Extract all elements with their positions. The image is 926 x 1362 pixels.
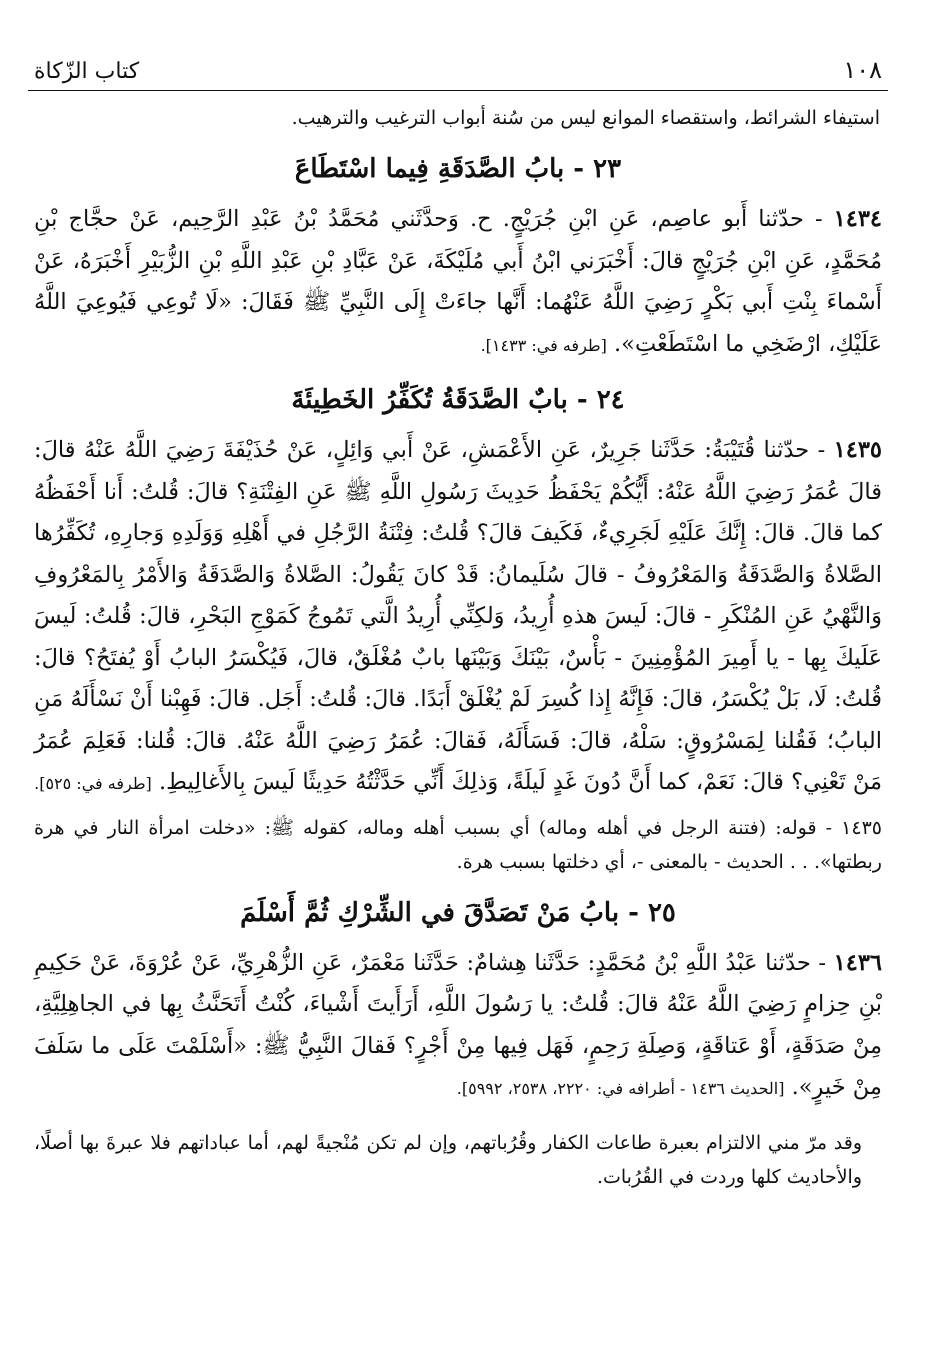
hadith-reference: [طرفه في: ٥٢٥].	[34, 774, 152, 793]
book-title: كتاب الزّكاة	[34, 59, 140, 84]
intro-paragraph: استيفاء الشرائط، واستقصاء الموانع ليس من سُنة أبواب الترغيب والترهيب.	[291, 107, 880, 129]
chapter-heading-23: ٢٣ - بابُ الصَّدَقَةِ فِيما اسْتَطَاعَ	[294, 154, 622, 184]
hadith-1435	[28, 430, 888, 805]
hadith-reference: [طرفه في: ١٤٣٣].	[480, 335, 607, 355]
chapter-heading-24: ٢٤ - بابٌ الصَّدَقَةُ تُكَفِّرُ الخَطِيئَةَ	[291, 385, 625, 415]
hadith-1434	[28, 199, 888, 366]
page-number: ١٠٨	[843, 56, 882, 84]
hadith-number: ١٤٣٥	[833, 437, 882, 463]
hadith-number: ١٤٣٦	[833, 949, 882, 976]
running-head	[28, 40, 888, 91]
chapter-heading-25: ٢٥ - بابُ مَنْ تَصَدَّقَ في الشِّرْكِ ثُمَّ أَسْلَمَ	[240, 897, 676, 928]
hadith-text: - حدّثنا عَبْدُ اللَّهِ بْنُ مُحَمَّدٍ: حَدَّثَنا هِشامٌ: حَدَّثَنا مَعْمَرٌ، عَنِ الزُّهْرِيِّ، عَنْ عُرْوَةَ، عَنْ حَكِيمِ بْنِ حِزامٍ رَضِيَ اللَّهُ عَنْهُ قالَ: قُلتُ: يا رَسُولَ اللَّهِ، أَرَأَيتَ أَشْياءَ، كُنْتُ أَتَحَنَّثُ بِها في الجاهِلِيَّةِ، مِنْ صَدَقَةٍ، أَوْ عَتاقَةٍ، وَصِلَةِ رَحِمٍ، فَهَل فِيها مِنْ أَجْرٍ؟ فَقالَ النَّبِيُّ ﷺ: «أَسْلَمْتَ عَلَى ما سَلَفَ مِنْ خَيرٍ».	[34, 949, 882, 1100]
commentary-1435: ١٤٣٥ - قوله: (فتنة الرجل في أهله وماله) أي بسبب أهله وماله، كقوله ﷺ: «دخلت امرأة النار في هرة ربطتها». . . الحديث - بالمعنى -، أي دخلتها بسبب هرة.	[34, 816, 882, 873]
hadith-1436	[28, 943, 888, 1110]
hadith-text: - حدّثنا قُتَيْبَةُ: حَدَّثَنا جَرِيرٌ، عَنِ الأَعْمَشِ، عَنْ أَبي وَائِلٍ، عَنْ حُذَيْفَةَ رَضِيَ اللَّهُ عَنْهُ قالَ: قالَ عُمَرُ رَضِيَ اللَّهُ عَنْهُ: أَيُّكُمْ يَحْفَظُ حَدِيثَ رَسُولِ اللَّهِ ﷺ عَنِ الفِتْنَةِ؟ قالَ: قُلتُ: أَنا أَحْفَظُهُ كما قالَ. قالَ: إِنَّكَ عَلَيْهِ لَجَرِيءٌ، فَكَيفَ قالَ؟ قُلتُ: فِتْنَةُ الرَّجُلِ في أَهْلِهِ وَوَلَدِهِ وَجارِهِ، تُكَفِّرُها الصَّلاةُ وَالصَّدَقَةُ وَالمَعْرُوفُ - قالَ سُلَيمانُ: قَدْ كانَ يَقُولُ: الصَّلاةُ وَالصَّدَقَةُ وَالأَمْرُ بِالمَعْرُوفِ وَالنَّهْيُ عَنِ المُنْكَرِ - قالَ: لَيسَ هذهِ أُرِيدُ، وَلكِنِّي أُرِيدُ الَّتي تَمُوجُ كَمَوْجِ البَحْرِ، قالَ: قُلتُ: لَيسَ عَلَيكَ بِها - يا أَمِيرَ المُؤْمِنِينَ - بَأْسٌ، بَيْنَكَ وَبَيْنَها بابٌ مُغْلَقٌ، قالَ، فَيُكْسَرُ البابُ أَوْ يُفتَحُ؟ قالَ: قُلتُ: لَا، بَلْ يُكْسَرُ، قالَ: فَإِنَّهُ إِذا كُسِرَ لَمْ يُغْلَقْ أَبَدًا. قالَ: قُلتُ: أَجَل. قالَ: فَهِبْنا أَنْ نَسْأَلَهُ مَنِ البابُ؛ فَقُلنا لِمَسْرُوقٍ: سَلْهُ، قالَ: فَسَأَلَهُ، فَقالَ: عُمَرُ رَضِيَ اللَّهُ عَنْهُ. قالَ: قُلنا: فَعَلِمَ عُمَرُ مَنْ تَعْنِي؟ قالَ: نَعَمْ، كما أَنَّ دُونَ غَدٍ لَيلَةً، وَذلِكَ أَنِّي حَدَّثْتُهُ حَدِيثًا لَيسَ بِالأَغالِيطِ.	[34, 437, 882, 795]
book-page	[28, 40, 888, 1194]
hadith-number: ١٤٣٤	[833, 206, 882, 232]
hadith-text: - حدّثنا أَبو عاصِم، عَنِ ابْنِ جُرَيْجٍ. ح. وَحدَّثَني مُحَمَّدُ بْنُ عَبْدِ الرَّحِيم، عَنْ حجَّاج بْنِ مُحَمَّدٍ، عَنِ ابْنِ جُرَيْجٍ قالَ: أَخْبَرَني ابْنُ أَبي مُلَيْكَةَ، عَنْ عَبَّادِ بْنِ عَبْدِ اللَّهِ بْنِ الزُّبَيْرِ أَخْبَرَهُ، عَنْ أَسْماءَ بِنْتِ أَبي بَكْرٍ رَضِيَ اللَّهُ عَنْهُما: أَنَّها جاءَتْ إِلَى النَّبِيِّ ﷺ فَقَالَ: «لَا تُوعِي فَيُوعِيَ اللَّهُ عَلَيْكِ، ارْضَخِي ما اسْتَطَعْتِ».	[34, 206, 882, 357]
footer-note: وقد مرّ مني الالتزام بعبرة طاعات الكفار وقُرُباتهم، وإن لم تكن مُنْجيةً لهم، أما عباداتهم فلا عبرةَ بها أصلًا، والأحاديث كلها وردت في القُرُبات.	[34, 1131, 862, 1188]
hadith-reference: [الحديث ١٤٣٦ - أطرافه في: ٢٢٢٠، ٢٥٣٨، ٥٩٩٢].	[456, 1079, 785, 1098]
